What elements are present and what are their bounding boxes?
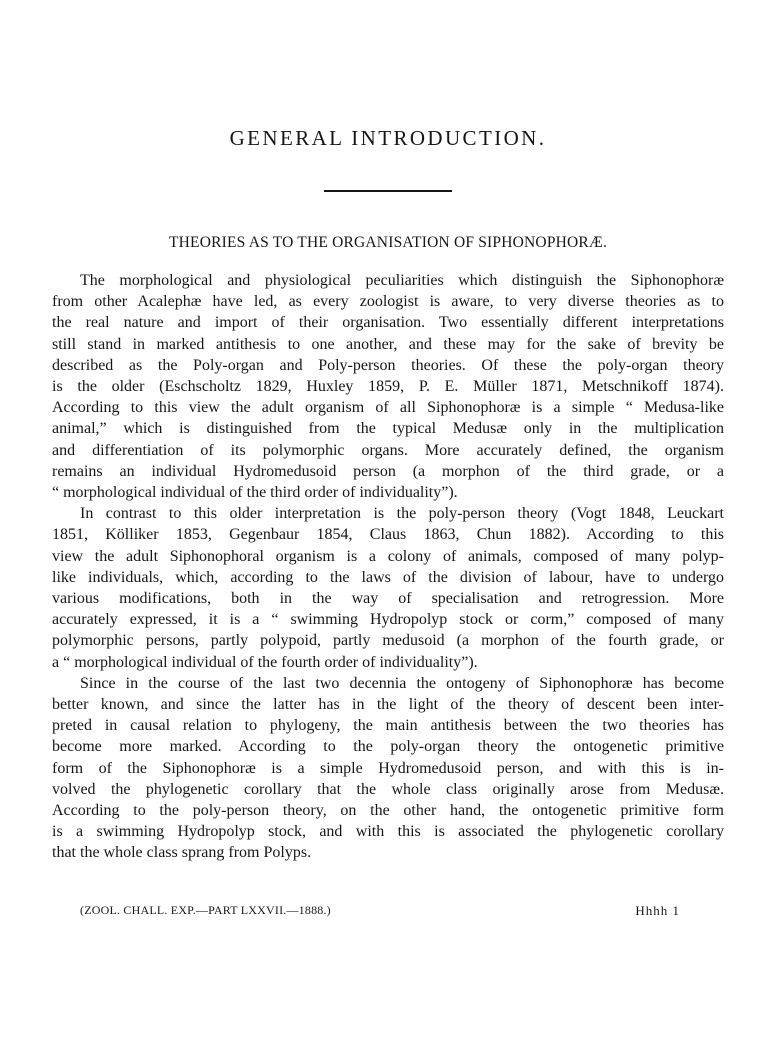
text-line: and differentiation of its polymorphic organs. More accurately defined, the organism <box>52 441 724 459</box>
text-line: accurately expressed, it is a “ swimming Hydropolyp stock or corm,” composed of many <box>52 611 724 629</box>
page-title: GENERAL INTRODUCTION. <box>229 126 547 150</box>
text-line: remains an individual Hydromedusoid person (a morphon of the third grade, or a <box>52 462 724 480</box>
text-line: is the older (Eschscholtz 1829, Huxley 1859, P. E. Müller 1871, Metschnikoff 1874). <box>52 378 724 396</box>
text-line: better known, and since the latter has in the light of the theory of descent been inter- <box>52 696 724 714</box>
paragraph-1 <box>52 270 724 503</box>
text-line: that the whole class sprang from Polyps. <box>52 844 312 862</box>
text-line: volved the phylogenetic corollary that the whole class originally arose from Medusæ. <box>52 780 724 798</box>
text-line: In contrast to this older interpretation is the poly-person theory (Vogt 1848, Leuckart <box>80 505 724 523</box>
signature-mark: Hhhh 1 <box>635 903 680 918</box>
text-line: According to this view the adult organism of all Siphonophoræ is a simple “ Medusa-like <box>52 399 724 417</box>
text-line: form of the Siphonophoræ is a simple Hydromedusoid person, and with this is in- <box>52 759 724 777</box>
text-line: According to the poly-person theory, on the other hand, the ontogenetic primitive form <box>52 802 724 820</box>
text-line: from other Acalephæ have led, as every zoologist is aware, to very diverse theories as to <box>52 293 724 311</box>
text-line: become more marked. According to the poly-organ theory the ontogenetic primitive <box>52 738 724 756</box>
text-line: is a swimming Hydropolyp stock, and with this is associated the phylogenetic corollary <box>52 823 724 841</box>
section-heading: THEORIES AS TO THE ORGANISATION OF SIPHONOPHORÆ. <box>168 234 608 251</box>
paragraph-3 <box>52 673 724 864</box>
title-rule <box>324 190 452 192</box>
text-line: view the adult Siphonophoral organism is a colony of animals, composed of many polyp- <box>52 547 724 565</box>
text-line: various modifications, both in the way of specialisation and retrogression. More <box>52 590 724 608</box>
text-line: polymorphic persons, partly polypoid, partly medusoid (a morphon of the fourth grade, or <box>52 632 724 650</box>
text-line: described as the Poly-organ and Poly-person theories. Of these the poly-organ theory <box>52 356 724 374</box>
text-line: still stand in marked antithesis to one another, and these may for the sake of brevity be <box>52 335 724 353</box>
text-line: the real nature and import of their organisation. Two essentially different interpretations <box>52 314 724 332</box>
text-line: The morphological and physiological peculiarities which distinguish the Siphonophoræ <box>80 272 724 289</box>
text-line: Since in the course of the last two decennia the ontogeny of Siphonophoræ has become <box>80 674 724 692</box>
page-footer <box>80 903 680 919</box>
text-line: “ morphological individual of the third order of individuality”). <box>52 484 458 502</box>
body-text <box>52 270 724 864</box>
text-line: preted in causal relation to phylogeny, the main antithesis between the two theories has <box>52 717 724 735</box>
footer-citation: (ZOOL. CHALL. EXP.—PART LXXVII.—1888.) <box>80 903 331 917</box>
text-line: like individuals, which, according to the laws of the division of labour, have to undergo <box>52 568 724 586</box>
text-line: a “ morphological individual of the fourth order of individuality”). <box>52 653 478 671</box>
text-line: animal,” which is distinguished from the typical Medusæ only in the multiplication <box>52 420 724 438</box>
text-line: 1851, Kölliker 1853, Gegenbaur 1854, Claus 1863, Chun 1882). According to this <box>52 526 724 544</box>
paragraph-2 <box>52 503 724 673</box>
